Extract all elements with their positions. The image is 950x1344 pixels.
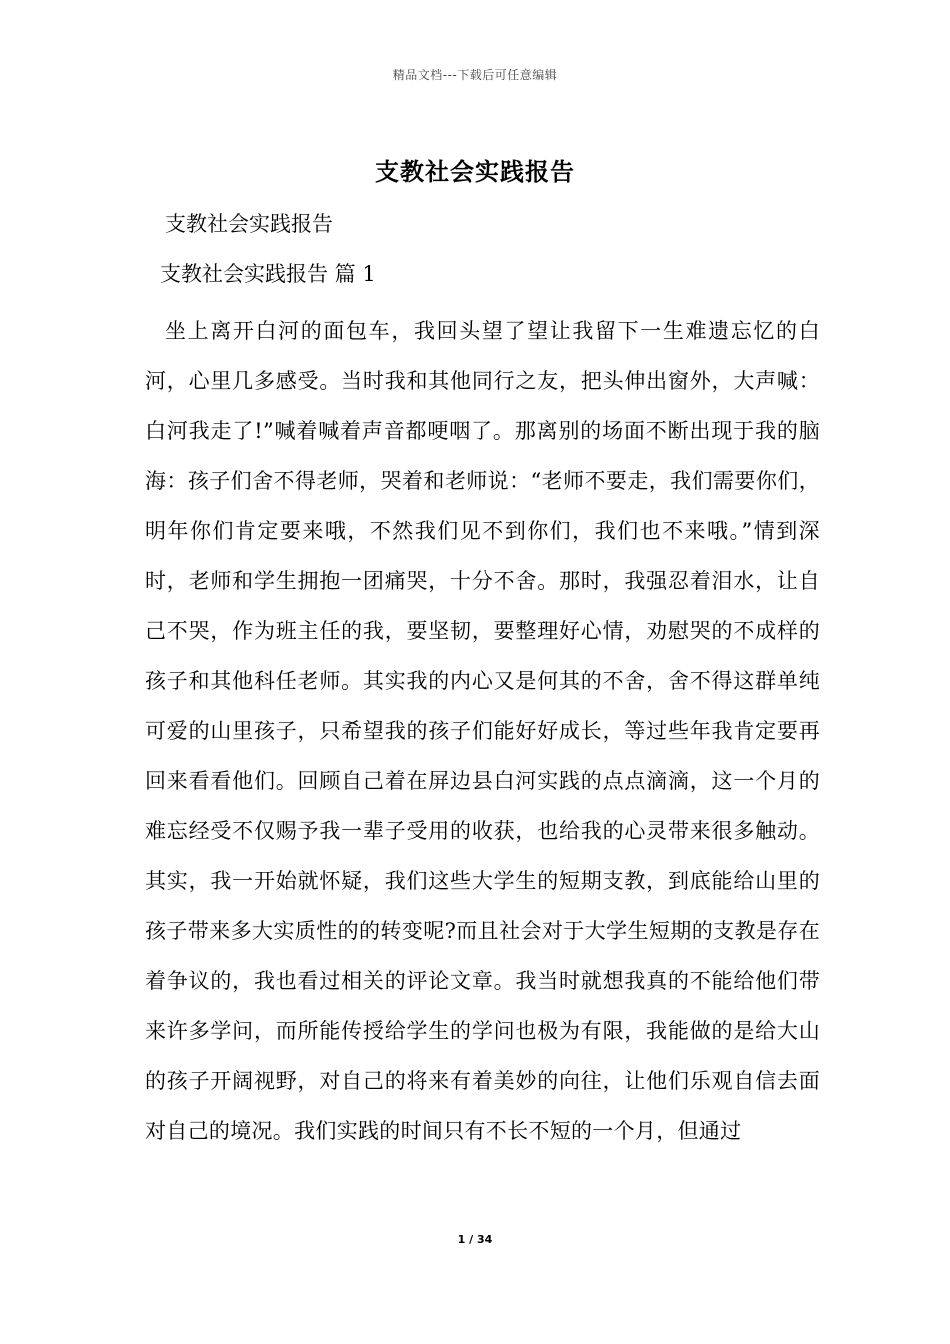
body-paragraph: 坐上离开白河的面包车，我回头望了望让我留下一生难遗忘忆的白河，心里几多感受。当时我和其他同行之友，把头伸出窗外，大声喊：白河我走了!”喊着喊着声音都哽咽了。那离别的场面不断出现于我的脑海：孩子们舍不得老师，哭着和老师说：“老师不要走，我们需要你们，明年你们肯定要来哦，不然我们见不到你们，我们也不来哦。”情到深时，老师和学生拥抱一团痛哭，十分不舍。那时，我强忍着泪水，让自己不哭，作为班主任的我，要坚韧，要整理好心情，劝慰哭的不成样的孩子和其他科任老师。其实我的内心又是何其的不舍，舍不得这群单纯可爱的山里孩子，只希望我的孩子们能好好成长，等过些年我肯定要再回来看看他们。回顾自己着在屏边县白河实践的点点滴滴，这一个月的难忘经受不仅赐予我一辈子受用的收获，也给我的心灵带来很多触动。其实，我一开始就怀疑，我们这些大学生的短期支教，到底能给山里的孩子带来多大实质性的的转变呢?而且社会对于大学生短期的支教是存在着争议的，我也看过相关的评论文章。我当时就想我真的不能给他们带来许多学问，而所能传授给学生的学问也极为有限，我能做的是给大山的孩子开阔视野，对自己的将来有着美妙的向往，让他们乐观自信去面对自己的境况。我们实践的时间只有不长不短的一个月，但通过: [145, 319, 820, 1143]
document-title: 支教社会实践报告: [375, 158, 575, 186]
header-note: 精品文档---下载后可任意编辑: [392, 68, 558, 82]
section-heading: 支教社会实践报告 篇 1: [160, 262, 376, 286]
document-subtitle: 支教社会实践报告: [165, 212, 333, 236]
page-number: 1 / 34: [457, 1233, 493, 1246]
